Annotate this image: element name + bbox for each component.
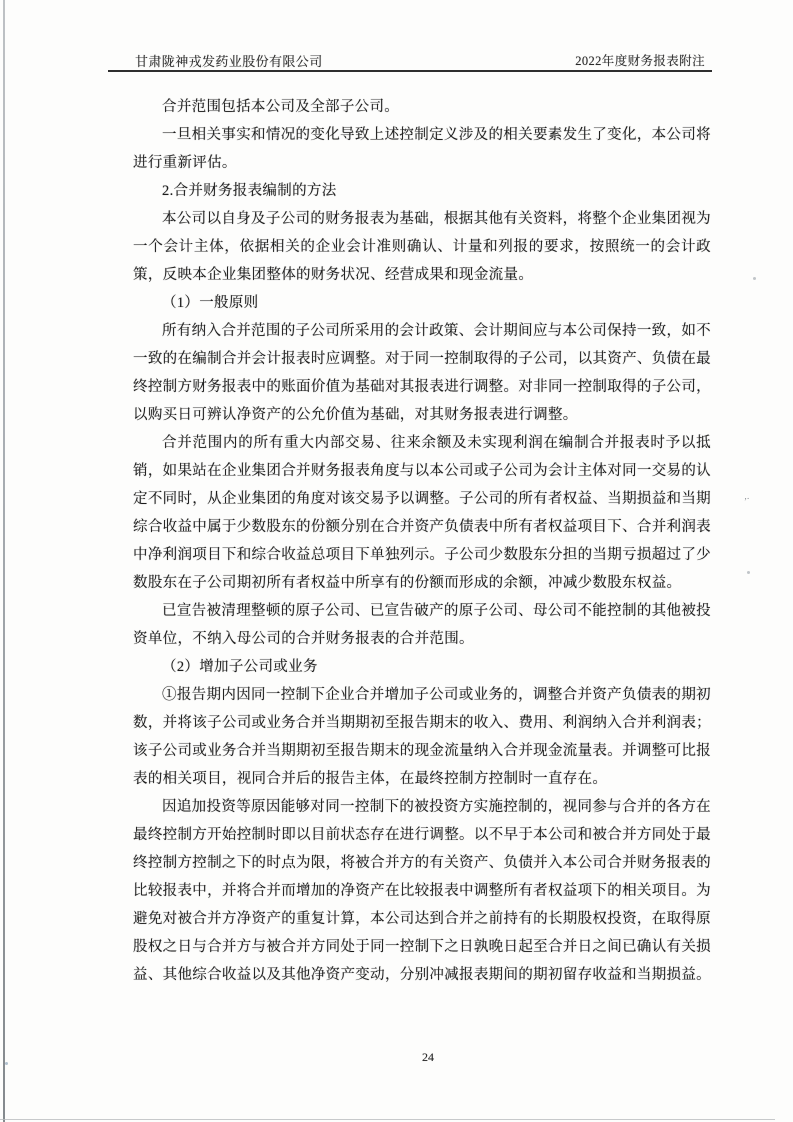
paragraph-excluded-entities: 已宣告被清理整顿的原子公司、已宣告破产的原子公司、母公司不能控制的其他被投资单位，不纳入母公司的合并财务报表的合并范围。 bbox=[133, 603, 711, 647]
paragraph-scope: 合并范围包括本公司及全部子公司。 bbox=[162, 99, 400, 115]
paragraph-intercompany: 合并范围内的所有重大内部交易、往来余额及未实现利润在编制合并报表时予以抵销，如果站在企业集团合并财务报表角度与以本公司或子公司为会计主体对同一交易的认定不同时，从企业集团的角度对该交易予以调整。子公司的所有者权益、当期损益和当期综合收益中属于少数股东的份额分别在合并资产负债表中所有者权益项目下、合并利润表中净利润项目下和综合收益总项目下单独列示。子公司少数股东分担的当期亏损超过了少数股东在子公司期初所有者权益中所享有的份额而形成的余额，冲减少数股东权益。 bbox=[133, 435, 711, 591]
heading-add-subsidiary: （2）增加子公司或业务 bbox=[162, 659, 318, 675]
paragraph-additional-investment: 因追加投资等原因能够对同一控制下的被投资方实施控制的，视同参与合并的各方在最终控制方开始控制时即以目前状态存在进行调整。以不早于本公司和被合并方同处于最终控制方控制之下的时点为限，将被合并方的有关资产、负债并入本公司合并财务报表的比较报表中，并将合并而增加的净资产在比较报表中调整所有者权益项下的相关项目。为避免对被合并方净资产的重复计算，本公司达到合并之前持有的长期股权投资，在取得原股权之日与合并方与被合并方同处于同一控制下之日孰晚日起至合并日之间已确认有关损益、其他综合收益以及其他净资产变动，分别冲减报表期间的期初留存收益和当期损益。 bbox=[133, 799, 711, 983]
heading-method: 2.合并财务报表编制的方法 bbox=[162, 183, 337, 199]
header-doc-title: 2022年度财务报表附注 bbox=[575, 54, 705, 68]
scan-edge-left bbox=[3, 0, 5, 1122]
scan-speck bbox=[747, 571, 750, 574]
scan-speck bbox=[753, 277, 756, 280]
paragraph-reassessment: 一旦相关事实和情况的变化导致上述控制定义涉及的相关要素发生了变化，本公司将进行重新评估。 bbox=[133, 127, 711, 171]
header-company-name: 甘肃陇神戎发药业股份有限公司 bbox=[135, 54, 323, 69]
page-number: 24 bbox=[422, 1050, 434, 1064]
scan-edge-bottom bbox=[0, 1119, 775, 1120]
paragraph-basis: 本公司以自身及子公司的财务报表为基础，根据其他有关资料，将整个企业集团视为一个会计主体，依据相关的企业会计准则确认、计量和列报的要求，按照统一的会计政策，反映本企业集团整体的财务状况、经营成果和现金流量。 bbox=[133, 211, 711, 283]
heading-general-principles: （1）一般原则 bbox=[162, 295, 259, 311]
scan-speck bbox=[5, 1062, 8, 1065]
header-rule bbox=[108, 70, 712, 72]
scan-speck: ‚. bbox=[744, 491, 750, 501]
paragraph-accounting-policy: 所有纳入合并范围的子公司所采用的会计政策、会计期间应与本公司保持一致，如不一致的在编制合并会计报表时应调整。对于同一控制取得的子公司，以其资产、负债在最终控制方财务报表中的账面价值为基础对其报表进行调整。对非同一控制取得的子公司，以购买日可辨认净资产的公允价值为基础，对其财务报表进行调整。 bbox=[133, 323, 711, 423]
document-body bbox=[133, 93, 711, 989]
paragraph-same-control-merger: ①报告期内因同一控制下企业合并增加子公司或业务的，调整合并资产负债表的期初数，并将该子公司或业务合并当期期初至报告期末的收入、费用、利润纳入合并利润表；该子公司或业务合并当期期初至报告期末的现金流量纳入合并现金流量表。并调整可比报表的相关项目，视同合并后的报告主体，在最终控制方控制时一直存在。 bbox=[133, 687, 711, 787]
